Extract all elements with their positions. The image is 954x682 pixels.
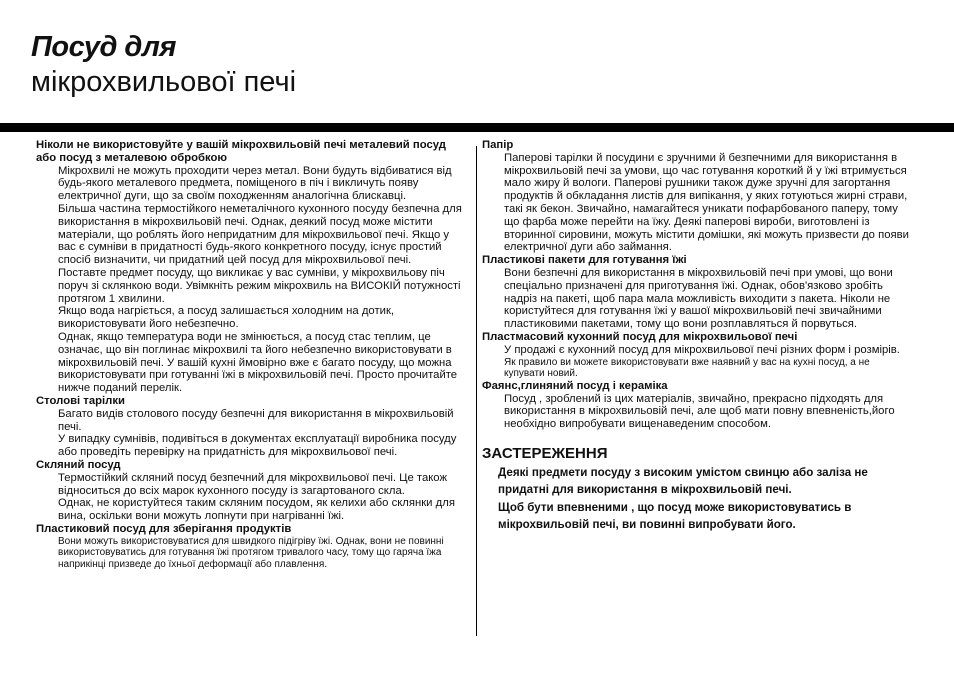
paragraph: Однак, якщо температура води не змінюється, а посуд стас теплим, це означає, що він поглинає мікрохвилі та його небезпечно використовувати в мікрохвильовій печі. У вашій кухні ймовірно вже є багато посуду, що можна використовувати при готуванні їжі в мікрохвильовій печі. Просто прочитайте нижче поданий перелік. [58, 330, 458, 395]
warning-paragraph: Щоб бути впевненими , що посуд може використовуватись в мікрохвильовій печі, ви повинні випробувати його. [498, 500, 852, 532]
paragraph: Посуд , зроблений із цих матеріалів, звичайно, прекрасно підходять для використання в мікрохвильовій печі, але щоб мати повну впевненість,його необхідно випробувати вищенаведеним способом. [504, 392, 895, 431]
left-column [36, 139, 466, 570]
section-paper [482, 139, 912, 254]
right-column [482, 139, 912, 534]
section-cooking-bags [482, 254, 912, 331]
warning-paragraph: Деякі предмети посуду з високим умістом свинцю або заліза не придатні для використання в мікрохвильовій печі. [498, 465, 868, 497]
section-warning [482, 445, 912, 534]
section-heading: Пластиковий посуд для зберігання продуктів [36, 522, 292, 535]
paragraph: Вони безпечні для використання в мікрохвильовій печі при умові, що вони спеціально призначені для приготування їжі. Однак, обов'язково зробіть надріз на пакеті, щоб пара мала можливість виходити з пакета. Ніколи не користуйтеся для готування їжі у вашої мікрохвильовій печі звичайними пластиковими пакетами, тому що вони розплавляться й порвуться. [504, 266, 893, 331]
paragraph: У випадку сумнівів, подивіться в документах експлуатації виробника посуду або проведіть перевірку на придатність для мікрохвильової печі. [58, 433, 457, 459]
section-plastic-cookware [482, 331, 912, 380]
page-title [31, 30, 296, 99]
section-heading: Пластмасовий кухонний посуд для мікрохвильової печі [482, 330, 798, 343]
paragraph: Багато видів столового посуду безпечні для використання в мікрохвильовій печі. [58, 407, 454, 433]
paragraph: У продажі є кухонний посуд для мікрохвильової печі різних форм і розмірів. [504, 343, 900, 356]
paragraph: Якщо вода нагріється, а посуд залишається холодним на дотик, використовувати його небезпечно. [58, 305, 395, 331]
section-heading: Папір [482, 139, 514, 151]
header-divider-bar [0, 123, 954, 132]
paragraph: Паперові тарілки й посудини є зручними й безпечними для використання в мікрохвильовій печі за умови, що час готування короткий й у їжі втримується мало жиру й вологи. Паперові рушники також дуже зручні для загортання продуктів й обкладання листів для випікання, у яких готуються жирні страви, такі як бекон. Звичайно, намагайтеся уникати пофарбованого паперу, тому що фарба може перейти на їжу. Деякі паперові вироби, виготовлені із вторинної сировини, можуть містити домішки, які можуть призвести до появи електричної дуги або займання. [504, 151, 909, 254]
paragraph: Однак, не користуйтеся таким скляним посудом, як келихи або склянки для вина, оскільки вони можуть лопнути при нагріванні їжі. [58, 497, 455, 523]
paragraph: Вони можуть використовуватися для швидкого підігріву їжі. Однак, вони не повинні використовуватись для готування їжі протягом тривалого часу, тому що гаряча їжа наприкінці призведе до їхньої деформації або плавлення. [58, 535, 444, 570]
paragraph: Мікрохвилі не можуть проходити через метал. Вони будуть відбиватися від будь-якого металевого предмета, поміщеного в піч і викличуть появу електричної дуги, що за своїм походженням аналогічна блискавці. [58, 164, 452, 203]
section-metal [36, 139, 466, 395]
section-tableware [36, 395, 466, 459]
section-glass [36, 459, 466, 523]
paragraph: Як правило ви можете використовувати вже наявний у вас на кухні посуд, а не купувати новий. [504, 356, 870, 380]
section-ceramics [482, 380, 912, 431]
paragraph: Термостійкий скляний посуд безпечний для мікрохвильової печі. Це також відноситься до всіх марок кухонного посуду із загартованого скла. [58, 471, 448, 497]
section-heading: Фаянс,глиняний посуд і кераміка [482, 379, 668, 392]
paragraph: Поставте предмет посуду, що викликає у вас сумніви, у мікрохвильову піч поруч зі склянкою води. Увімкніть режим мікрохвиль на ВИСОКІЙ потужності протягом 1 хвилини. [58, 266, 461, 305]
column-divider [476, 146, 477, 636]
page-title-line2: мікрохвильової печі [31, 66, 297, 98]
section-heading: Ніколи не використовуйте у вашій мікрохвильовій печі металевий посуд або посуд з металевою обробкою [36, 139, 446, 164]
page-title-line1: Посуд для [31, 31, 176, 63]
warning-heading: ЗАСТЕРЕЖЕННЯ [482, 444, 608, 462]
section-heading: Скляний посуд [36, 458, 121, 471]
section-heading: Пластикові пакети для готування їжі [482, 254, 687, 267]
paragraph: Більша частина термостійкого неметалічного кухонного посуду безпечна для використання в мікрохвильовій печі. Однак, деякий посуд може містити матеріали, що роблять його непридатним для мікрохвильової печі. Якщо у вас є сумніви в придатності будь-якого конкретного посуду, існує простий спосіб визначити, чи придатний цей посуд для мікрохвильової печі. [58, 202, 462, 267]
section-heading: Столові тарілки [36, 394, 125, 407]
section-plastic-storage [36, 523, 466, 571]
